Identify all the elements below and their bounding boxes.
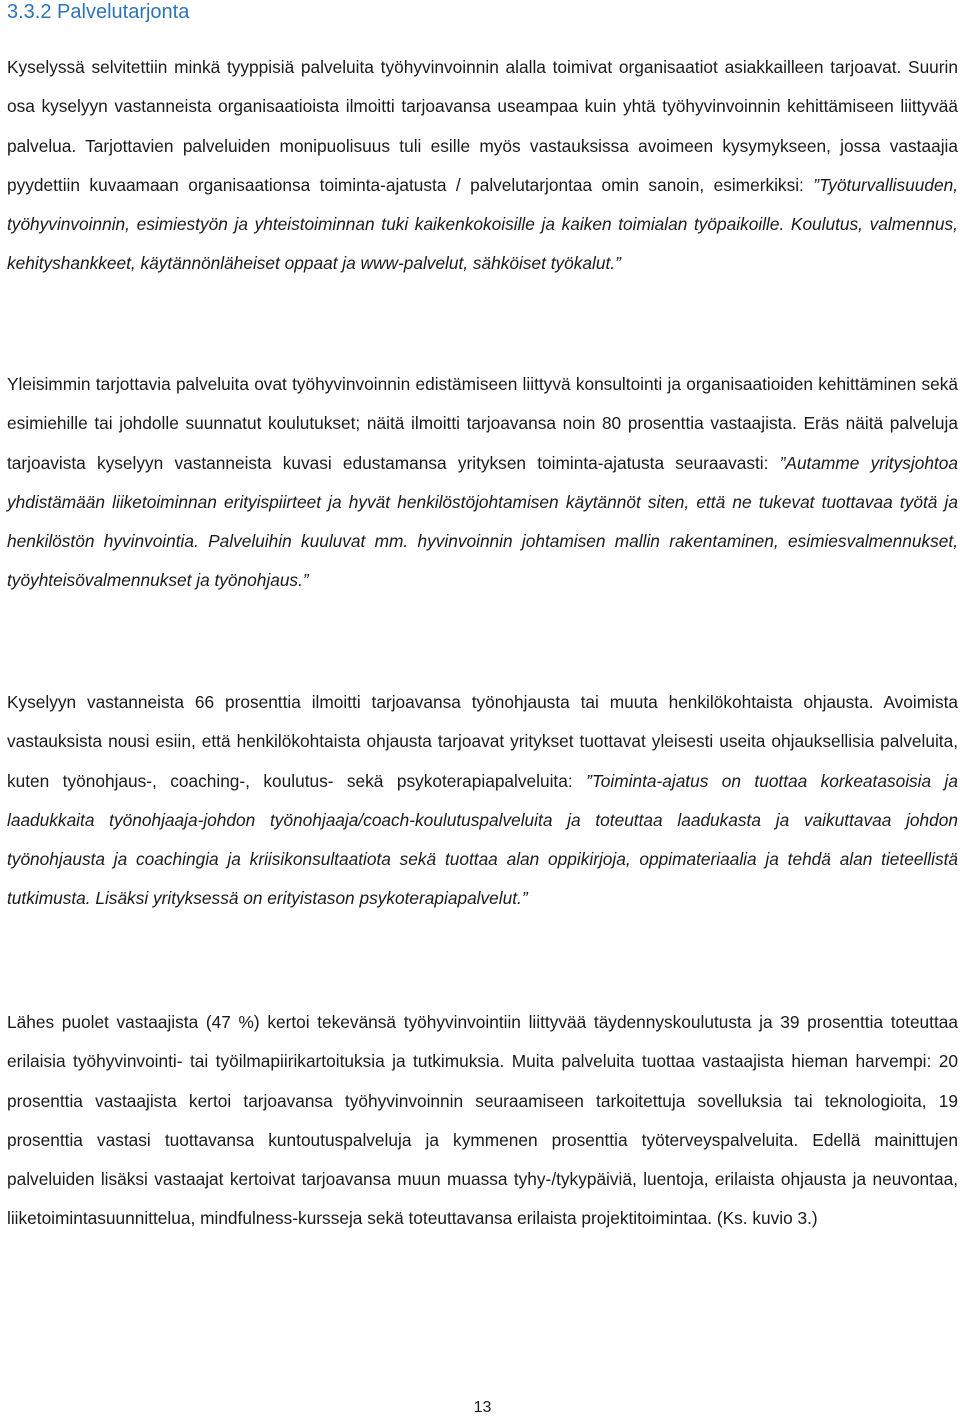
section-heading: 3.3.2 Palvelutarjonta xyxy=(7,1,190,23)
paragraph-text: Kyselyssä selvitettiin minkä tyyppisiä palveluita työhyvinvoinnin alalla toimivat organisaatiot asiakkailleen tarjoavat. Suurin osa kyselyyn vastanneista organisaatioista ilmoitti tarjoavansa useampaa kuin yhtä työhyvinvoinnin kehittämiseen liittyvää palvelua. xyxy=(7,57,958,156)
paragraph-text: Kyselyyn vastanneista 66 prosenttia ilmoitti tarjoavansa työnohjausta tai muuta henkilökohtaista ohjausta. Avoimista vastauksista nousi esiin, että henkilökohtaista ohjausta tarjoavat yritykset tuottavat yleisesti useita ohjauksellisia palveluita, kuten työnohjaus-, coaching-, koulutus- sekä psykoterapiapalveluita: xyxy=(7,692,958,791)
page-number: 13 xyxy=(473,1399,492,1416)
quote-text: ”Työturvallisuuden, työhyvinvoinnin, esimiestyön ja yhteistoiminnan tuki kaikenkokoisille ja kaiken toimialan työpaikoille. Koulutus, valmennus, kehityshankkeet, käytännönläheiset oppaat ja www-palvelut, sähköiset työkalut.” xyxy=(7,174,958,274)
quote-text: ”Toiminta-ajatus on tuottaa korkeatasoisia ja laadukkaita työnohjaaja-johdon työnohjaaja/coach-koulutuspalveluita ja toteuttaa laadukasta ja vaikuttavaa johdon työnohjausta ja coachingia ja kriisikonsultaatiota sekä tuottaa alan oppikirjoja, oppimateriaalia ja tehdä alan tieteellistä tutkimusta. Lisäksi yrityksessä on erityistason psykoterapiapalvelut.” xyxy=(7,770,958,909)
paragraph-service-variety xyxy=(7,48,958,284)
paragraph-consulting xyxy=(7,365,958,601)
paragraph-text: Tarjottavien palveluiden monipuolisuus tuli esille myös vastauksissa avoimeen kysymykseen, jossa vastaajia pyydettiin kuvaamaan organisaationsa toiminta-ajatusta / palvelutarjontaa omin sanoin, esimerkiksi: xyxy=(7,135,958,195)
quote-text: ”Autamme yritysjohtoa yhdistämään liiketoiminnan erityispiirteet ja hyvät henkilöstöjohtamisen käytännöt siten, että ne tukevat tuottavaa työtä ja henkilöstön hyvinvointia. Palveluihin kuuluvat mm. hyvinvoinnin johtamisen mallin rakentaminen, esimiesvalmennukset, työyhteisövalmennukset ja työnohjaus.” xyxy=(7,452,958,591)
paragraph-other-services xyxy=(7,1003,958,1239)
paragraph-guidance xyxy=(7,683,958,919)
paragraph-text: Lähes puolet vastaajista (47 %) kertoi tekevänsä työhyvinvointiin liittyvää täydennyskoulutusta ja 39 prosenttia toteuttaa erilaisia työhyvinvointi- tai työilmapiirikartoituksia ja tutkimuksia. Muita palveluita tuottaa vastaajista hieman harvempi: 20 prosenttia vastaajista kertoi tarjoavansa työhyvinvoinnin seuraamiseen tarkoitettuja sovelluksia tai teknologioita, 19 prosenttia vastasi tuottavansa kuntoutuspalveluja ja kymmenen prosenttia työterveyspalveluita. Edellä mainittujen palveluiden lisäksi vastaajat kertoivat tarjoavansa muun muassa tyhy-/tykypäiviä, luentoja, erilaista ohjausta ja neuvontaa, liiketoimintasuunnittelua, mindfulness-kursseja sekä toteuttavansa erilaista projektitoimintaa. (Ks. kuvio 3.) xyxy=(7,1012,958,1229)
paragraph-text: Yleisimmin tarjottavia palveluita ovat työhyvinvoinnin edistämiseen liittyvä konsultointi ja organisaatioiden kehittäminen sekä esimiehille tai johdolle suunnatut koulutukset; näitä ilmoitti tarjoavansa noin 80 prosenttia vastaajista. Eräs näitä palveluja tarjoavista kyselyyn vastanneista kuvasi edustamansa yrityksen toiminta-ajatusta seuraavasti: xyxy=(7,374,958,473)
